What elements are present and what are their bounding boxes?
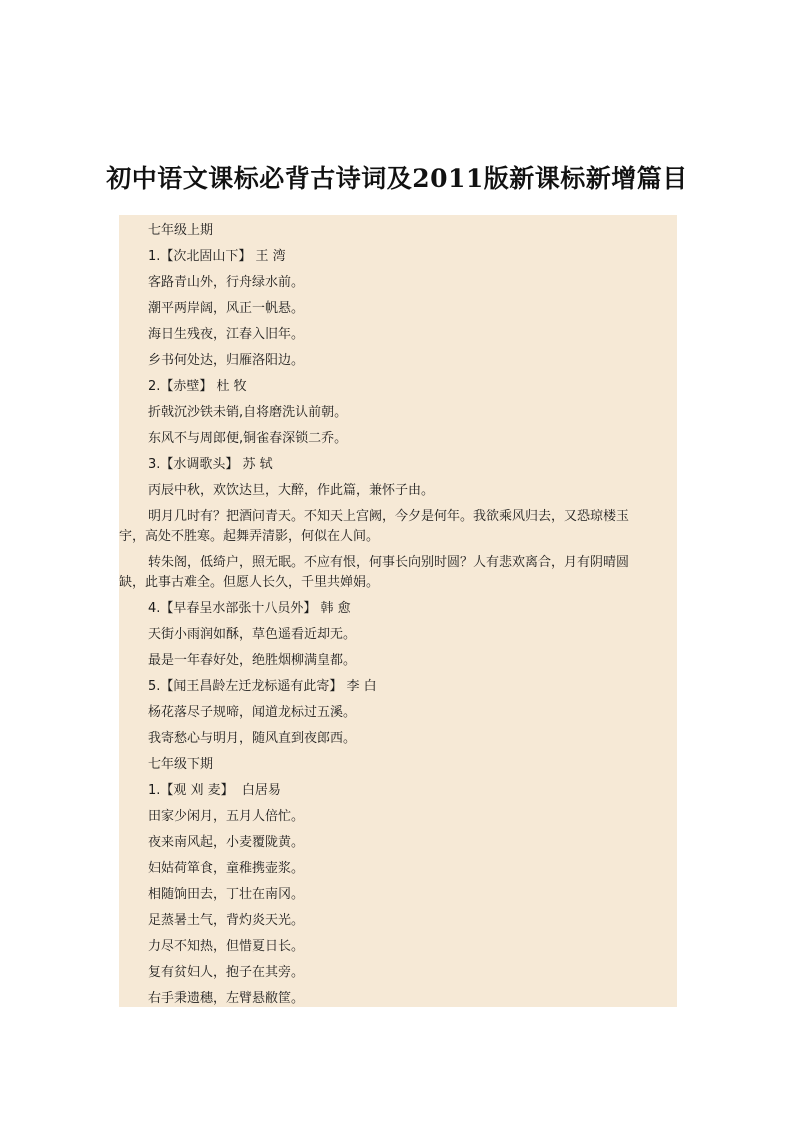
text-line: 夜来南风起，小麦覆陇黄。: [148, 835, 305, 850]
document-title: 初中语文课标必背古诗词及2011版新课标新增篇目: [106, 164, 688, 193]
text-line: 转朱阁，低绮户，照无眠。不应有恨，何事长向别时圆？人有悲欢离合，月有阴晴圆: [148, 555, 630, 570]
text-line: 杨花落尽子规啼，闻道龙标过五溪。: [148, 705, 357, 720]
text-line: 缺，此事古难全。但愿人长久，千里共婵娟。: [119, 575, 380, 590]
text-line: 东风不与周郎便,铜雀春深锁二乔。: [148, 431, 348, 446]
text-line: 折戟沉沙铁未销,自将磨洗认前朝。: [148, 405, 348, 420]
text-line: 4.【早春呈水部张十八员外】 韩 愈: [148, 601, 351, 616]
text-line: 宇，高处不胜寒。起舞弄清影，何似在人间。: [119, 529, 380, 544]
text-line: 海日生残夜，江春入旧年。: [148, 327, 305, 342]
text-line: 田家少闲月，五月人倍忙。: [148, 809, 305, 824]
text-line: 5.【闻王昌龄左迁龙标遥有此寄】 李 白: [148, 679, 377, 694]
text-line: 乡书何处达，归雁洛阳边。: [148, 353, 305, 368]
text-line: 丙辰中秋，欢饮达旦，大醉，作此篇，兼怀子由。: [148, 483, 435, 498]
text-line: 复有贫妇人，抱子在其旁。: [148, 965, 305, 980]
text-line: 妇姑荷箪食，童稚携壶浆。: [148, 861, 305, 876]
text-line: 右手秉遗穗，左臂悬敝筐。: [148, 991, 305, 1006]
text-line: 七年级上期: [148, 223, 214, 238]
text-line: 足蒸暑土气，背灼炎天光。: [148, 913, 305, 928]
text-line: 明月几时有？把酒问青天。不知天上宫阙，今夕是何年。我欲乘风归去，又恐琼楼玉: [148, 509, 630, 524]
text-line: 2.【赤壁】 杜 牧: [148, 379, 247, 394]
text-line: 客路青山外，行舟绿水前。: [148, 275, 305, 290]
text-line: 七年级下期: [148, 757, 214, 772]
text-line: 1.【观 刈 麦】 白居易: [148, 783, 281, 798]
poem-content-panel: [119, 215, 677, 1007]
text-line: 天街小雨润如酥，草色遥看近却无。: [148, 627, 357, 642]
text-line: 3.【水调歌头】 苏 轼: [148, 457, 273, 472]
text-line: 1.【次北固山下】 王 湾: [148, 249, 286, 264]
text-line: 相随饷田去，丁壮在南冈。: [148, 887, 305, 902]
text-line: 最是一年春好处，绝胜烟柳满皇都。: [148, 653, 357, 668]
text-line: 潮平两岸阔，风正一帆悬。: [148, 301, 305, 316]
text-line: 力尽不知热，但惜夏日长。: [148, 939, 305, 954]
text-line: 我寄愁心与明月，随风直到夜郎西。: [148, 731, 357, 746]
